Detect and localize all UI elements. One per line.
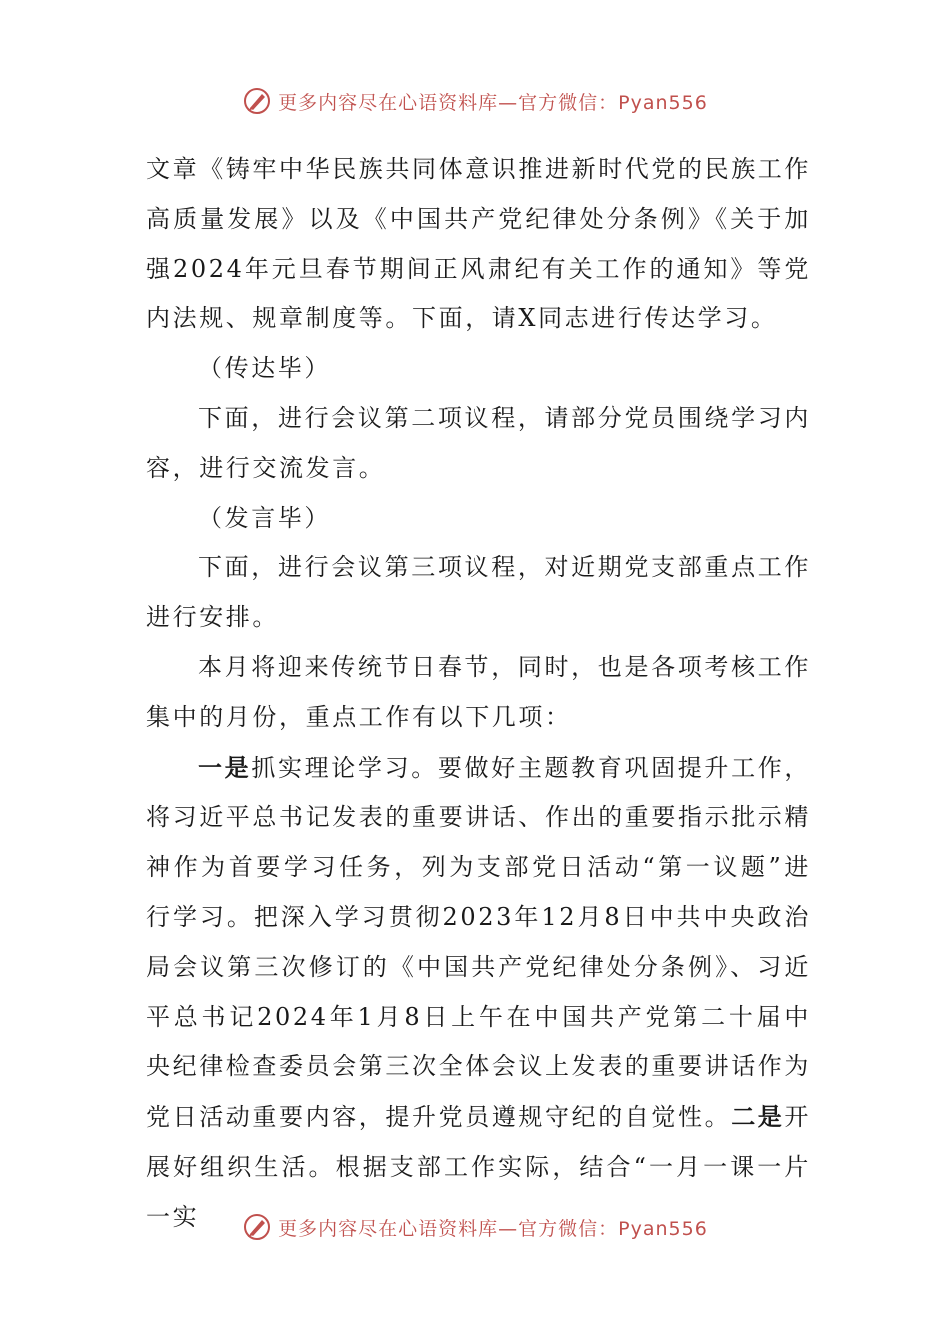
emphasis-first: 一是 <box>198 752 252 782</box>
paragraph: 下面，进行会议第二项议程，请部分党员围绕学习内容，进行交流发言。 <box>146 403 811 482</box>
paragraph-key-tasks <box>146 743 811 1243</box>
pen-circle-logo-icon <box>242 86 272 116</box>
watermark-footer <box>0 1212 950 1242</box>
paragraph: 下面，进行会议第三项议程，对近期党支部重点工作进行安排。 <box>146 553 811 632</box>
watermark-text: 更多内容尽在心语资料库—官方微信：Pyan556 <box>278 1217 708 1240</box>
paragraph: （发言毕） <box>198 503 331 532</box>
paragraph-text: 抓实理论学习。要做好主题教育巩固提升工作，将习近平总书记发表的重要讲话、作出的重要指示批示精神作为首要学习任务，列为支部党日活动“第一议题”进行学习。把深入学习贯彻2023年12月8日中共中央政治局会议第三次修订的《中国共产党纪律处分条例》、习近平总书记2024年1月8日上午在中国共产党第二十届中央纪律检查委员会第三次全体会议上发表的重要讲话作为党日活动重要内容，提升党员遵规守纪的自觉性。 <box>146 753 811 1132</box>
document-body <box>146 145 811 1243</box>
paragraph: （传达毕） <box>198 354 331 383</box>
emphasis-second: 二是 <box>731 1102 785 1132</box>
paragraph: 本月将迎来传统节日春节，同时，也是各项考核工作集中的月份，重点工作有以下几项： <box>146 652 811 731</box>
watermark-text: 更多内容尽在心语资料库—官方微信：Pyan556 <box>278 91 708 114</box>
pen-circle-logo-icon <box>242 1212 272 1242</box>
paragraph-text: 开展好组织生活。根据支部工作实际，结合“一月一课一片一实 <box>146 1103 812 1231</box>
paragraph: 文章《铸牢中华民族共同体意识推进新时代党的民族工作高质量发展》以及《中国共产党纪律处分条例》《关于加强2024年元旦春节期间正风肃纪有关工作的通知》等党内法规、规章制度等。下面，请X同志进行传达学习。 <box>146 155 811 333</box>
watermark-header <box>0 86 950 116</box>
